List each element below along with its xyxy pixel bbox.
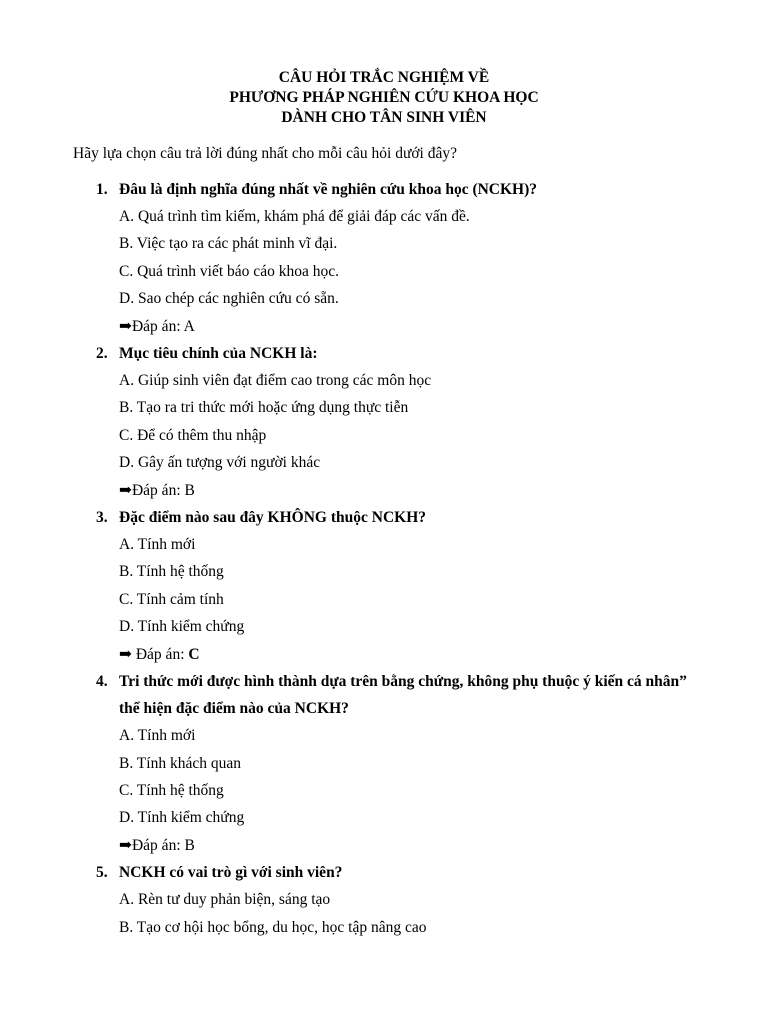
question-number: 2.	[96, 345, 108, 363]
option-c: C. Quá trình viết báo cáo khoa học.	[119, 262, 339, 280]
question-number: 4.	[96, 673, 108, 691]
answer-letter: C	[188, 645, 200, 663]
option-d: D. Gây ấn tượng với người khác	[119, 454, 321, 472]
answer-letter: A	[183, 317, 195, 335]
option-b: B. Tính hệ thống	[119, 563, 224, 581]
option-c: C. Tính cảm tính	[119, 590, 224, 608]
option-a: A. Tính mới	[119, 727, 196, 745]
question-5	[0, 859, 768, 941]
question-4-header	[0, 668, 768, 722]
question-1	[0, 176, 768, 340]
question-number: 1.	[96, 181, 108, 198]
answer-prefix: ➡Đáp án:	[119, 317, 184, 335]
question-text: Mục tiêu chính của NCKH là:	[119, 345, 318, 363]
option-b: B. Việc tạo ra các phát minh vĩ đại.	[119, 235, 338, 253]
answer-line	[0, 641, 768, 668]
question-5-header	[0, 859, 768, 886]
question-text: Đâu là định nghĩa đúng nhất về nghiên cứu khoa học (NCKH)?	[119, 181, 538, 198]
question-1-header	[0, 176, 768, 203]
option-d: D. Sao chép các nghiên cứu có sẵn.	[119, 290, 339, 308]
title-line-1: CÂU HỎI TRẮC NGHIỆM VỀ	[278, 69, 490, 86]
answer-line	[0, 313, 768, 340]
answer-line	[0, 832, 768, 859]
document-title	[0, 68, 768, 128]
question-4	[0, 668, 768, 859]
answer-line	[0, 477, 768, 504]
question-number: 5.	[96, 864, 108, 882]
option-b: B. Tạo cơ hội học bổng, du học, học tập nâng cao	[119, 918, 427, 936]
intro-text: Hãy lựa chọn câu trả lời đúng nhất cho mỗi câu hỏi dưới đây?	[73, 145, 457, 162]
question-list	[0, 176, 768, 941]
question-3-header	[0, 504, 768, 531]
option-d: D. Tính kiểm chứng	[119, 809, 245, 827]
question-text: NCKH có vai trò gì với sinh viên?	[119, 864, 343, 882]
question-text: Tri thức mới được hình thành dựa trên bằng chứng, không phụ thuộc ý kiến cá nhân” thể hiện đặc điểm nào của NCKH?	[119, 673, 687, 718]
question-text: Đặc điểm nào sau đây KHÔNG thuộc NCKH?	[119, 509, 427, 527]
answer-prefix: ➡Đáp án:	[119, 836, 185, 854]
question-number: 3.	[96, 509, 108, 527]
answer-prefix: ➡ Đáp án:	[119, 645, 189, 663]
option-d: D. Tính kiểm chứng	[119, 618, 245, 636]
answer-letter: B	[184, 836, 195, 854]
answer-prefix: ➡Đáp án:	[119, 481, 185, 499]
option-a: A. Quá trình tìm kiếm, khám phá để giải đáp các vấn đề.	[119, 208, 470, 225]
option-c: C. Tính hệ thống	[119, 781, 224, 799]
question-3	[0, 504, 768, 668]
option-a: A. Rèn tư duy phản biện, sáng tạo	[119, 891, 331, 909]
title-line-3: DÀNH CHO TÂN SINH VIÊN	[281, 109, 487, 126]
question-2-header	[0, 340, 768, 367]
question-2	[0, 340, 768, 504]
option-b: B. Tính khách quan	[119, 754, 241, 772]
option-c: C. Để có thêm thu nhập	[119, 426, 267, 444]
answer-letter: B	[184, 481, 195, 499]
option-a: A. Tính mới	[119, 536, 196, 554]
option-b: B. Tạo ra tri thức mới hoặc ứng dụng thực tiễn	[119, 399, 409, 417]
title-line-2: PHƯƠNG PHÁP NGHIÊN CỨU KHOA HỌC	[229, 89, 539, 106]
option-a: A. Giúp sinh viên đạt điểm cao trong các môn học	[119, 372, 432, 390]
